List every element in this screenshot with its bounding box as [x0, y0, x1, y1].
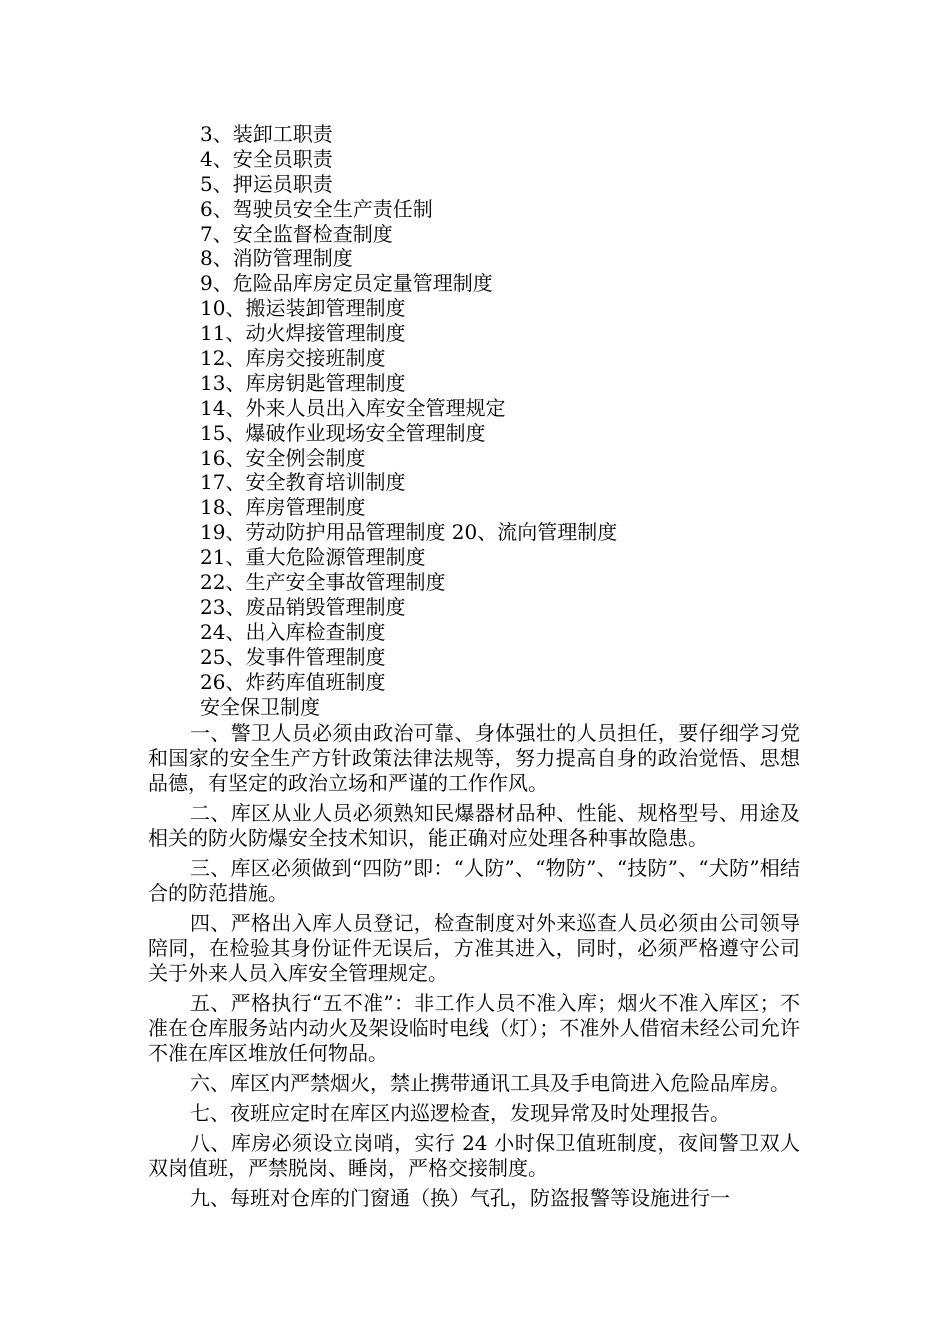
list-item: 11、动火焊接管理制度: [200, 321, 406, 346]
list-item: 24、出入库检查制度: [200, 619, 386, 644]
paragraph: 一、警卫人员必须由政治可靠、身体强壮的人员担任，要仔细学习党和国家的安全生产方针政策法律法规等，努力提高自身的政治觉悟、思想品德，有坚定的政治立场和严谨的工作作风。: [148, 721, 800, 795]
list-item: 18、库房管理制度: [200, 495, 366, 520]
paragraph: 八、库房必须设立岗哨，实行 24 小时保卫值班制度，夜间警卫双人双岗值班，严禁脱岗、睡岗，严格交接制度。: [148, 1131, 800, 1180]
paragraph: 三、库区必须做到“四防”即：“人防”、“物防”、“技防”、“犬防”相结合的防范措施。: [148, 856, 800, 905]
list-item: 13、库房钥匙管理制度: [200, 370, 406, 395]
section-body: [148, 721, 800, 1216]
list-item: 21、重大危险源管理制度: [200, 545, 426, 570]
list-item: 25、发事件管理制度: [200, 644, 386, 669]
section-title: 安全保卫制度: [200, 695, 320, 719]
regulation-list: [200, 122, 617, 694]
paragraph: 九、每班对仓库的门窗通（换）气孔，防盗报警等设施进行一: [190, 1186, 730, 1210]
list-item: 8、消防管理制度: [200, 246, 353, 271]
list-item: 9、危险品库房定员定量管理制度: [200, 271, 493, 296]
list-item: 4、安全员职责: [200, 146, 333, 171]
paragraph: 七、夜班应定时在库区内巡逻检查，发现异常及时处理报告。: [190, 1101, 730, 1125]
paragraph: 二、库区从业人员必须熟知民爆器材品种、性能、规格型号、用途及相关的防火防爆安全技术知识，能正确对应处理各种事故隐患。: [148, 801, 800, 850]
list-item: 23、废品销毁管理制度: [200, 594, 406, 619]
list-item: 17、安全教育培训制度: [200, 470, 406, 495]
paragraph: 六、库区内严禁烟火，禁止携带通讯工具及手电筒进入危险品库房。: [190, 1071, 790, 1095]
paragraph: 四、严格出入库人员登记，检查制度对外来巡查人员必须由公司领导陪同，在检验其身份证件无误后，方准其进入，同时，必须严格遵守公司关于外来人员入库安全管理规定。: [148, 911, 800, 985]
list-item: 3、装卸工职责: [200, 122, 333, 146]
list-item: 16、安全例会制度: [200, 445, 366, 470]
list-item: 19、劳动防护用品管理制度 20、流向管理制度: [200, 520, 618, 545]
list-item: 10、搬运装卸管理制度: [200, 296, 406, 321]
list-item: 26、炸药库值班制度: [200, 669, 386, 694]
list-item: 22、生产安全事故管理制度: [200, 570, 446, 595]
list-item: 12、库房交接班制度: [200, 346, 386, 371]
list-item: 6、驾驶员安全生产责任制: [200, 196, 433, 221]
list-item: 7、安全监督检查制度: [200, 221, 393, 246]
list-item: 5、押运员职责: [200, 171, 333, 196]
list-item: 15、爆破作业现场安全管理制度: [200, 420, 486, 445]
paragraph: 五、严格执行“五不准”：非工作人员不准入库；烟火不准入库区；不准在仓库服务站内动火及架设临时电线（灯）；不准外人借宿未经公司允许不准在库区堆放任何物品。: [148, 991, 800, 1065]
list-item: 14、外来人员出入库安全管理规定: [200, 395, 506, 420]
